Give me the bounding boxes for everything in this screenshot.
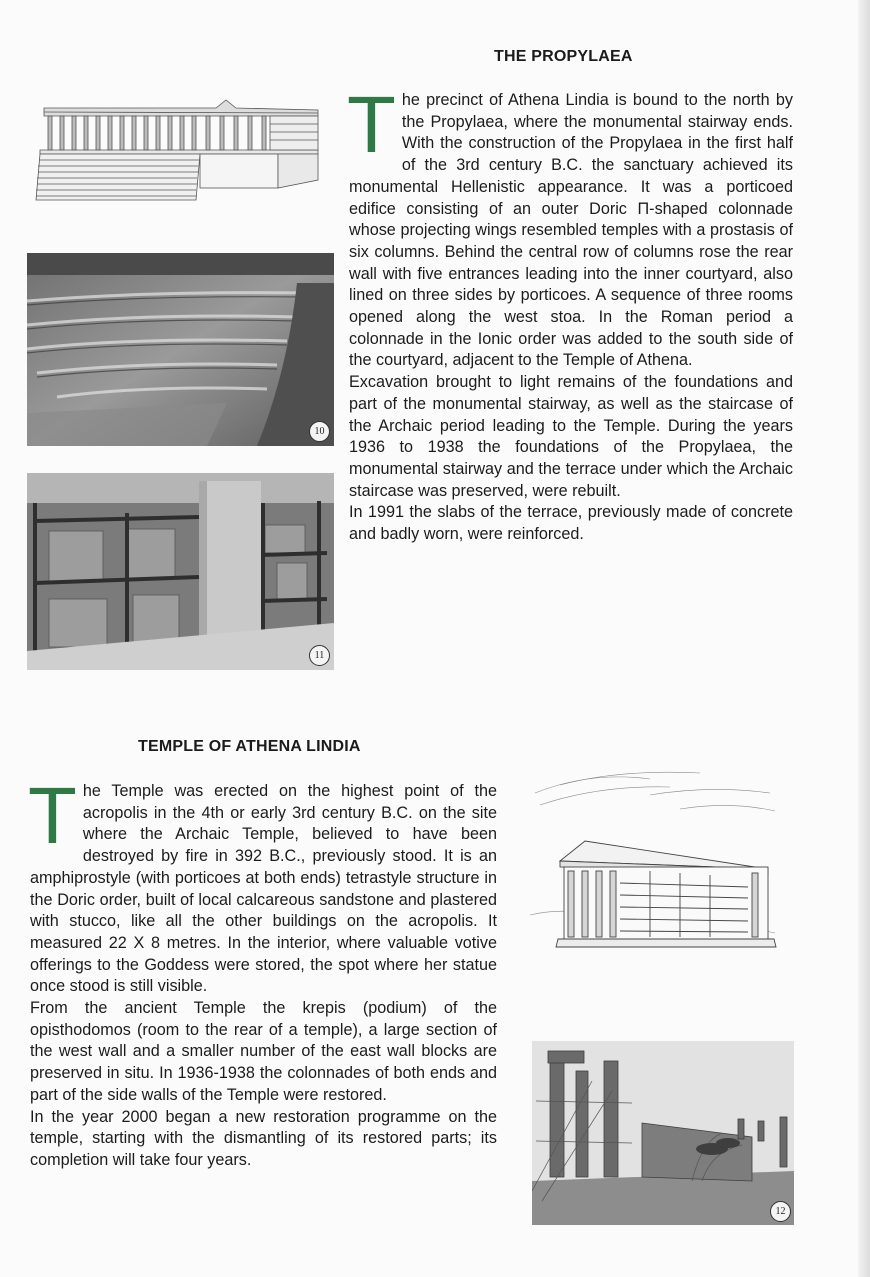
temple-dropcap: T xyxy=(28,771,77,860)
temple-drawing xyxy=(530,765,780,957)
propylaea-dropcap: T xyxy=(347,80,396,169)
propylaea-drawing xyxy=(30,92,326,204)
propylaea-paragraph-2: Excavation brought to light remains of the foundations and part of the monumental stairway, as well as the staircase of the Archaic period leading to the Temple. During the years 1936 to 1938 the foundations of the Propylaea, the monumental stairway and the terrace under which the Archaic staircase was preserved, were rebuilt. xyxy=(349,373,793,500)
temple-text xyxy=(28,771,497,1172)
figure-number-12: 12 xyxy=(770,1201,791,1222)
propylaea-heading: THE PROPYLAEA xyxy=(494,48,633,65)
propylaea-text xyxy=(347,80,793,546)
storage-photo-11 xyxy=(27,473,334,670)
page-edge xyxy=(858,0,870,1277)
temple-paragraph-1: he Temple was erected on the highest point of the acropolis in the 4th or early 3rd century B.C. on the site where the Archaic Temple, believed to have been destroyed by fire in 392 B.C., previously stood. It is an amphiprostyle (with porticoes at both ends) tetrastyle structure in the Doric order, built of local calcareous sandstone and plastered with stucco, like all the other buildings on the acropolis. It measured 22 X 8 metres. In the interior, where valuable votive offerings to the Goddess were stored, the spot where her statue once stood is still visible. xyxy=(30,782,497,996)
temple-paragraph-3: In the year 2000 began a new restoration programme on the temple, starting with the dismantling of its restored parts; its completion will take four years. xyxy=(30,1107,497,1169)
figure-number-10: 10 xyxy=(309,421,330,442)
temple-heading: TEMPLE OF ATHENA LINDIA xyxy=(138,738,361,755)
temple-paragraph-2: From the ancient Temple the krepis (podium) of the opisthodomos (room to the rear of a temple), a large section of the west wall and a smaller number of the east wall blocks are preserved in situ. In 1936-1938 the colonnades of both ends and part of the side walls of the Temple were restored. xyxy=(30,999,497,1104)
propylaea-paragraph-1: he precinct of Athena Lindia is bound to the north by the Propylaea, where the monumental stairway ends. With the construction of the Propylaea in the first half of the 3rd century B.C. the sanctuary achieved its monumental Hellenistic appearance. It was a porticoed edifice consisting of an outer Doric Π-shaped colonnade whose projecting wings resembled temples with a prostasis of six columns. Behind the central row of columns rose the rear wall with five entrances leading into the inner courtyard, also lined on three sides by porticoes. A sequence of three rooms opened along the west stoa. In the Roman period a colonnade in the Ionic order was added to the south side of the courtyard, adjacent to the Temple of Athena. xyxy=(349,91,793,370)
temple-photo-12 xyxy=(532,1041,794,1225)
excavation-photo-10 xyxy=(27,253,334,446)
propylaea-paragraph-3: In 1991 the slabs of the terrace, previously made of concrete and badly worn, were reinforced. xyxy=(349,503,793,544)
figure-number-11: 11 xyxy=(309,645,330,666)
